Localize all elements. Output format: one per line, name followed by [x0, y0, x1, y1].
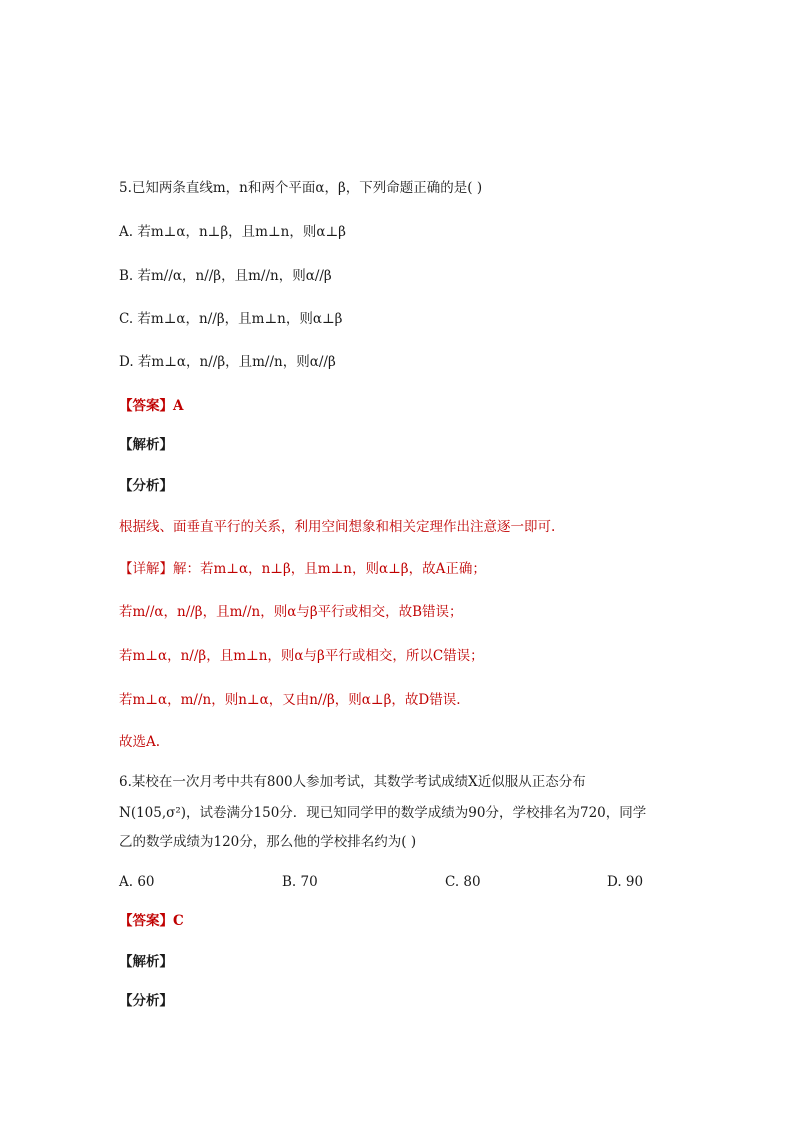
q6-stem-line-2: N(105,σ²)，试卷满分150分．现已知同学甲的数学成绩为90分，学校排名为720，同学	[119, 805, 647, 821]
q5-stem: 5.已知两条直线m，n和两个平面α，β，下列命题正确的是( )	[119, 180, 483, 196]
q6-jiexi-heading: 【解析】	[119, 954, 173, 970]
q5-conclusion: 故选A.	[119, 734, 161, 750]
q5-answer: 【答案】A	[119, 398, 184, 414]
q5-option-b: B. 若m//α，n//β，且m//n，则α//β	[119, 268, 332, 284]
q5-option-d: D. 若m⊥α，n//β，且m//n，则α//β	[119, 354, 336, 370]
q6-stem-line-1: 6.某校在一次月考中共有800人参加考试，其数学考试成绩X近似服从正态分布	[119, 774, 586, 790]
q5-detail-line-2: 若m//α，n//β，且m//n，则α与β平行或相交，故B错误；	[119, 604, 463, 620]
q5-detail-line-4: 若m⊥α，m//n，则n⊥α，又由n//β，则α⊥β，故D错误.	[119, 692, 461, 708]
q6-option-d: D. 90	[607, 874, 644, 890]
q6-answer: 【答案】C	[119, 913, 184, 929]
q6-option-a: A. 60	[119, 874, 155, 890]
q6-fenxi-heading: 【分析】	[119, 993, 173, 1009]
q5-detail-line-3: 若m⊥α，n//β，且m⊥n，则α与β平行或相交，所以C错误；	[119, 648, 484, 664]
q5-option-c: C. 若m⊥α，n//β，且m⊥n，则α⊥β	[119, 311, 343, 327]
q5-fenxi-heading: 【分析】	[119, 478, 173, 494]
q5-detail-line-1: 【详解】解：若m⊥α，n⊥β，且m⊥n，则α⊥β，故A正确；	[119, 561, 486, 577]
q5-option-a: A. 若m⊥α，n⊥β，且m⊥n，则α⊥β	[119, 224, 346, 240]
q6-stem-line-3: 乙的数学成绩为120分，那么他的学校排名约为( )	[119, 834, 417, 850]
q6-option-c: C. 80	[445, 874, 481, 890]
q6-option-b: B. 70	[282, 874, 318, 890]
q5-jiexi-heading: 【解析】	[119, 437, 173, 453]
q5-analysis-text: 根据线、面垂直平行的关系，利用空间想象和相关定理作出注意逐一即可.	[119, 519, 556, 535]
q6-options-row	[119, 872, 679, 892]
